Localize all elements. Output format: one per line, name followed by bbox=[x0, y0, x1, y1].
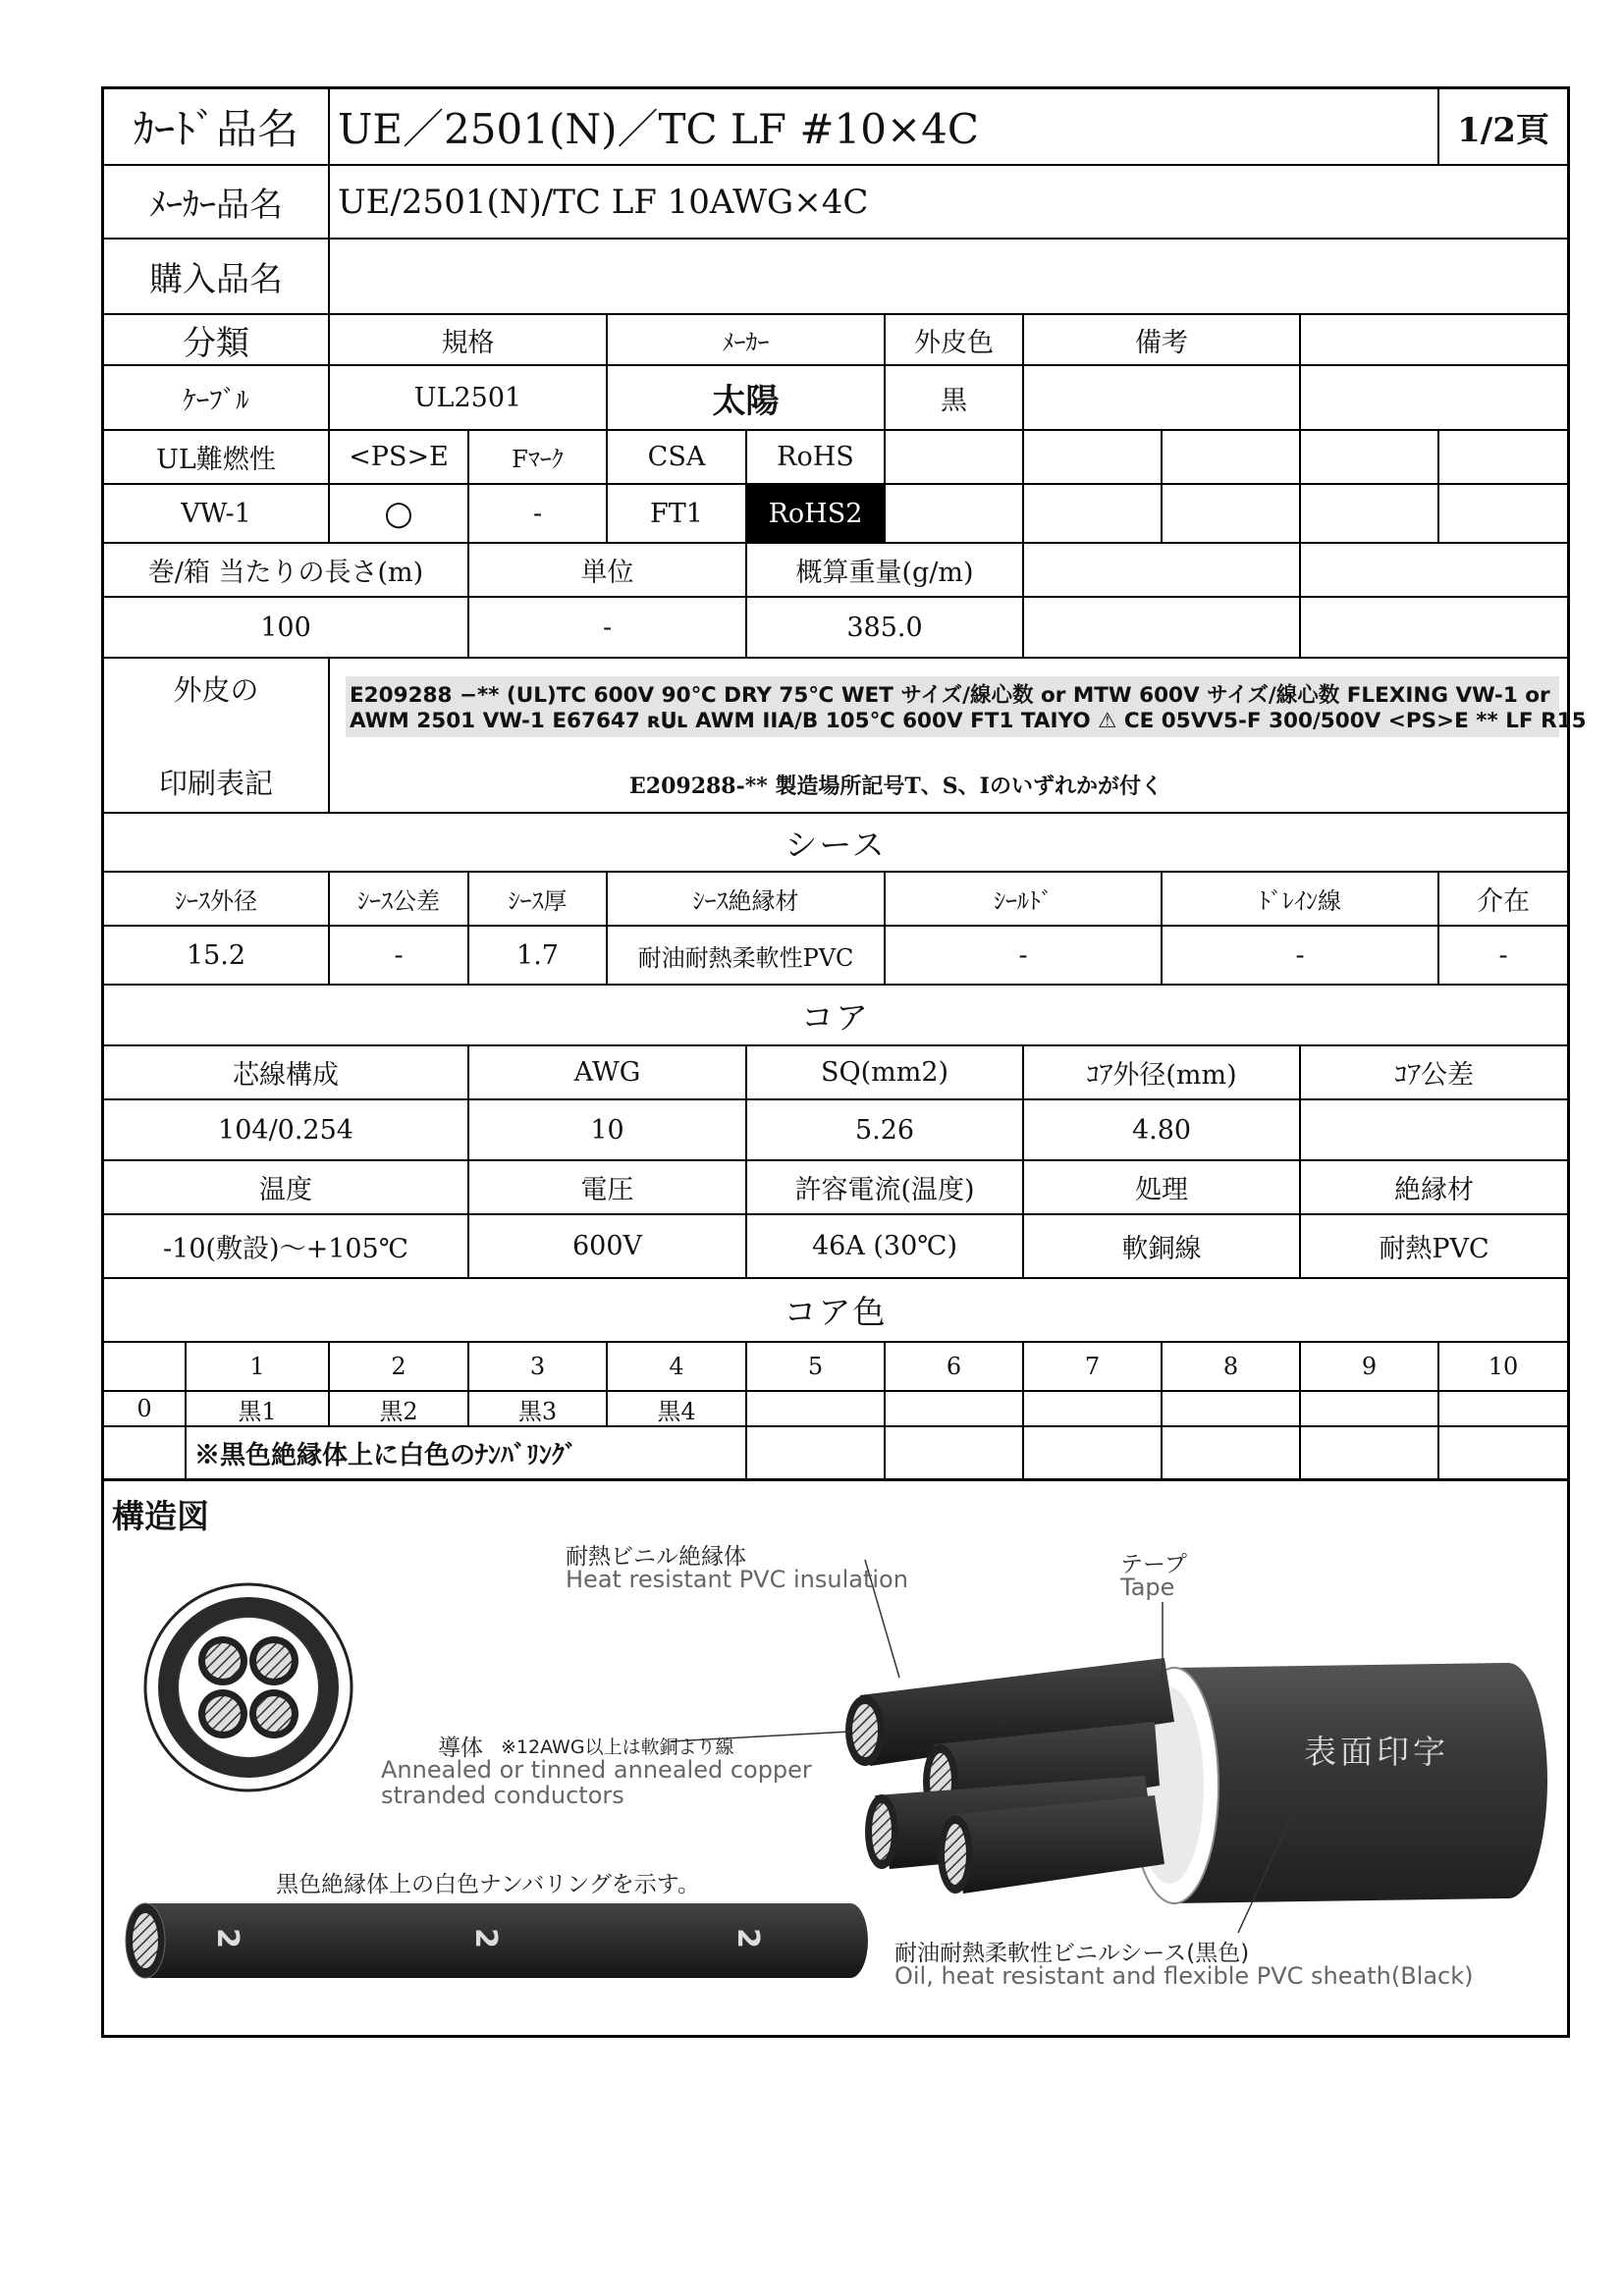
printing-row bbox=[104, 659, 1587, 814]
core-color-note-row bbox=[104, 1427, 1567, 1481]
length-header: 巻/箱 当たりの長さ(m) bbox=[104, 544, 469, 598]
core-header: 処理 bbox=[1024, 1161, 1301, 1215]
cert-header: RoHS bbox=[747, 431, 886, 485]
conductor-note: ※12AWG以上は軟銅より線 bbox=[501, 1736, 734, 1758]
card-name-label: ｶｰﾄﾞ品名 bbox=[104, 89, 330, 166]
sheath-header: ｼｰｽ厚 bbox=[469, 873, 608, 927]
core-header: ｺｱ公差 bbox=[1301, 1046, 1567, 1100]
core-value bbox=[1301, 1100, 1567, 1161]
printing-label bbox=[104, 659, 330, 814]
core-value: 軟銅線 bbox=[1024, 1215, 1301, 1279]
spec-header: 規格 bbox=[330, 315, 608, 366]
cert-value: ○ bbox=[330, 485, 469, 544]
length-header bbox=[1024, 544, 1301, 598]
cert-value: FT1 bbox=[608, 485, 747, 544]
cert-header: <PS>E bbox=[330, 431, 469, 485]
core-header: ｺｱ外径(mm) bbox=[1024, 1046, 1301, 1100]
conductor-label-en-2: stranded conductors bbox=[381, 1782, 624, 1809]
sheath-value: - bbox=[1439, 927, 1567, 986]
core-title: コア bbox=[104, 986, 1567, 1046]
cert-value: VW-1 bbox=[104, 485, 330, 544]
core-color-number: 7 bbox=[1024, 1343, 1163, 1392]
length-header bbox=[1301, 544, 1567, 598]
cert-value bbox=[1439, 485, 1567, 544]
core-title-row bbox=[104, 986, 1567, 1046]
core-color-value bbox=[1163, 1392, 1301, 1427]
core-header: 許容電流(温度) bbox=[747, 1161, 1024, 1215]
cable-side-view bbox=[845, 1658, 1547, 1903]
core-color-value bbox=[1024, 1392, 1163, 1427]
core-value: 10 bbox=[469, 1100, 747, 1161]
card-name-value: UE／2501(N)／TC LF #10×4C bbox=[330, 89, 1439, 166]
numbering-digit: 2 bbox=[209, 1928, 244, 1949]
core-header: SQ(mm2) bbox=[747, 1046, 1024, 1100]
printing-label-top: 外皮の bbox=[173, 673, 259, 707]
spec-value bbox=[1301, 366, 1567, 431]
core-color-number: 3 bbox=[469, 1343, 608, 1392]
card-name-row bbox=[104, 89, 1567, 166]
spec-sheet bbox=[101, 86, 1587, 2038]
core-color-value bbox=[1439, 1392, 1567, 1427]
numbering-digit: 2 bbox=[467, 1928, 503, 1949]
cert-value bbox=[1301, 485, 1439, 544]
core-color-note: ※黒色絶縁体上に白色のﾅﾝﾊﾞﾘﾝｸﾞ bbox=[187, 1427, 747, 1478]
spec-header bbox=[1301, 315, 1567, 366]
core-color-title: コア色 bbox=[104, 1279, 1567, 1343]
sheath-value-row bbox=[104, 927, 1567, 986]
sheath-header: ｼｰｽ公差 bbox=[330, 873, 469, 927]
sheath-label-en: Oil, heat resistant and flexible PVC sheath(Black) bbox=[894, 1962, 1474, 1990]
numbering-digit: 2 bbox=[730, 1928, 765, 1949]
core-header-row-1 bbox=[104, 1046, 1567, 1100]
sheath-value: - bbox=[1163, 927, 1439, 986]
structure-diagram bbox=[104, 1481, 1567, 2035]
cert-header: CSA bbox=[608, 431, 747, 485]
core-color-corner bbox=[104, 1343, 187, 1392]
cert-value bbox=[1163, 485, 1301, 544]
core-color-value-row bbox=[104, 1392, 1567, 1427]
core-color-value bbox=[886, 1392, 1024, 1427]
conductor-label-jp: 導体 bbox=[438, 1735, 483, 1761]
spec-value bbox=[1024, 366, 1301, 431]
core-value: 耐熱PVC bbox=[1301, 1215, 1567, 1279]
sheath-title-row bbox=[104, 814, 1567, 873]
core-value: 46A (30℃) bbox=[747, 1215, 1024, 1279]
page-number: 1/2頁 bbox=[1439, 89, 1567, 166]
core-value: 600V bbox=[469, 1215, 747, 1279]
length-value: - bbox=[469, 598, 747, 659]
length-value: 100 bbox=[104, 598, 469, 659]
maker-name-label: ﾒｰｶｰ品名 bbox=[104, 166, 330, 240]
core-header-row-2 bbox=[104, 1161, 1567, 1215]
cert-header-row bbox=[104, 431, 1567, 485]
cert-value bbox=[1024, 485, 1163, 544]
sheath-value: - bbox=[330, 927, 469, 986]
cross-section-icon bbox=[145, 1584, 352, 1790]
sheath-header-row bbox=[104, 873, 1567, 927]
core-value: 104/0.254 bbox=[104, 1100, 469, 1161]
cert-header bbox=[1163, 431, 1301, 485]
sheath-header: 介在 bbox=[1439, 873, 1567, 927]
spec-value-row bbox=[104, 366, 1567, 431]
spec-header: 外皮色 bbox=[886, 315, 1024, 366]
sheath-header: ｼｰﾙﾄﾞ bbox=[886, 873, 1163, 927]
cert-header bbox=[1301, 431, 1439, 485]
cert-header: UL難燃性 bbox=[104, 431, 330, 485]
purchase-name-row bbox=[104, 240, 1567, 315]
core-header: AWG bbox=[469, 1046, 747, 1100]
core-value: 4.80 bbox=[1024, 1100, 1301, 1161]
length-value bbox=[1301, 598, 1567, 659]
core-color-value bbox=[747, 1392, 886, 1427]
length-value: 385.0 bbox=[747, 598, 1024, 659]
printing-note: E209288-** 製造場所記号T、S、Iのいずれかが付く bbox=[629, 774, 1163, 799]
core-value-row-1 bbox=[104, 1100, 1567, 1161]
cert-value bbox=[886, 485, 1024, 544]
core-value: -10(敷設)～+105℃ bbox=[104, 1215, 469, 1279]
core-header: 電圧 bbox=[469, 1161, 747, 1215]
tape-label-jp: テープ bbox=[1120, 1552, 1187, 1577]
spec-value: UL2501 bbox=[330, 366, 608, 431]
length-value bbox=[1024, 598, 1301, 659]
core-color-number-row bbox=[104, 1343, 1567, 1392]
spec-value: 黒 bbox=[886, 366, 1024, 431]
tape-label-en: Tape bbox=[1120, 1574, 1175, 1601]
cert-header: Fﾏｰｸ bbox=[469, 431, 608, 485]
sheath-label-jp: 耐油耐熱柔軟性ビニルシース(黒色) bbox=[894, 1941, 1250, 1966]
core-color-value: 黒4 bbox=[608, 1392, 747, 1427]
insulation-label-jp: 耐熱ビニル絶縁体 bbox=[566, 1544, 746, 1570]
cert-header bbox=[886, 431, 1024, 485]
core-color-number: 4 bbox=[608, 1343, 747, 1392]
surface-print-label: 表面印字 bbox=[1304, 1733, 1449, 1771]
rohs-badge: RoHS2 bbox=[747, 485, 886, 544]
insulation-label-en: Heat resistant PVC insulation bbox=[566, 1566, 908, 1593]
spec-header: 分類 bbox=[104, 315, 330, 366]
maker-name-value: UE/2501(N)/TC LF 10AWG×4C bbox=[330, 166, 1567, 240]
printing-label-bottom: 印刷表記 bbox=[158, 767, 273, 800]
conductor-label-en-1: Annealed or tinned annealed copper bbox=[381, 1756, 812, 1784]
core-color-number: 2 bbox=[330, 1343, 469, 1392]
sheath-value: - bbox=[886, 927, 1163, 986]
core-color-row-index: 0 bbox=[104, 1392, 187, 1427]
spec-value: ｹｰﾌﾞﾙ bbox=[104, 366, 330, 431]
sheath-header: ﾄﾞﾚｲﾝ線 bbox=[1163, 873, 1439, 927]
length-header: 単位 bbox=[469, 544, 747, 598]
cert-header bbox=[1024, 431, 1163, 485]
length-value-row bbox=[104, 598, 1567, 659]
spec-header: 備考 bbox=[1024, 315, 1301, 366]
sheath-header: ｼｰｽ外径 bbox=[104, 873, 330, 927]
purchase-name-label: 購入品名 bbox=[104, 240, 330, 315]
core-color-value: 黒3 bbox=[469, 1392, 608, 1427]
cert-value-row bbox=[104, 485, 1567, 544]
core-color-value bbox=[1301, 1392, 1439, 1427]
core-header: 絶縁材 bbox=[1301, 1161, 1567, 1215]
cert-header bbox=[1439, 431, 1567, 485]
sheath-value: 耐油耐熱柔軟性PVC bbox=[608, 927, 886, 986]
core-color-number: 10 bbox=[1439, 1343, 1567, 1392]
core-header: 芯線構成 bbox=[104, 1046, 469, 1100]
spec-header-row bbox=[104, 315, 1567, 366]
core-color-number: 9 bbox=[1301, 1343, 1439, 1392]
length-header-row bbox=[104, 544, 1567, 598]
core-color-value: 黒1 bbox=[187, 1392, 330, 1427]
sheath-value: 1.7 bbox=[469, 927, 608, 986]
length-header: 概算重量(g/m) bbox=[747, 544, 1024, 598]
sheath-header: ｼｰｽ絶縁材 bbox=[608, 873, 886, 927]
core-color-number: 1 bbox=[187, 1343, 330, 1392]
purchase-name-value bbox=[330, 240, 1567, 315]
cert-value: - bbox=[469, 485, 608, 544]
core-color-value: 黒2 bbox=[330, 1392, 469, 1427]
numbering-note: 黒色絶縁体上の白色ナンバリングを示す。 bbox=[276, 1872, 700, 1897]
sheath-value: 15.2 bbox=[104, 927, 330, 986]
printing-line-1: E209288 −** (UL)TC 600V 90℃ DRY 75℃ WET サイズ/線心数 or MTW 600V サイズ/線心数 FLEXING VW-1 or bbox=[350, 683, 1550, 708]
diagram-title: 構造図 bbox=[112, 1497, 209, 1535]
sheath-title: シース bbox=[104, 814, 1567, 873]
core-color-number: 5 bbox=[747, 1343, 886, 1392]
core-value-row-2 bbox=[104, 1215, 1567, 1279]
printing-line-2: AWM 2501 VW-1 E67647 ʀ𝐔ʟ AWM IIA/B 105℃ 600V FT1 TAIYO ⚠ CE 05VV5-F 300/500V <PS>E ** LF R15 bbox=[350, 709, 1587, 733]
maker-name-row bbox=[104, 166, 1567, 240]
core-header: 温度 bbox=[104, 1161, 469, 1215]
core-value: 5.26 bbox=[747, 1100, 1024, 1161]
core-color-title-row bbox=[104, 1279, 1567, 1343]
spec-header: ﾒｰｶｰ bbox=[608, 315, 886, 366]
core-color-number: 6 bbox=[886, 1343, 1024, 1392]
core-color-number: 8 bbox=[1163, 1343, 1301, 1392]
spec-value-maker: 太陽 bbox=[608, 366, 886, 431]
